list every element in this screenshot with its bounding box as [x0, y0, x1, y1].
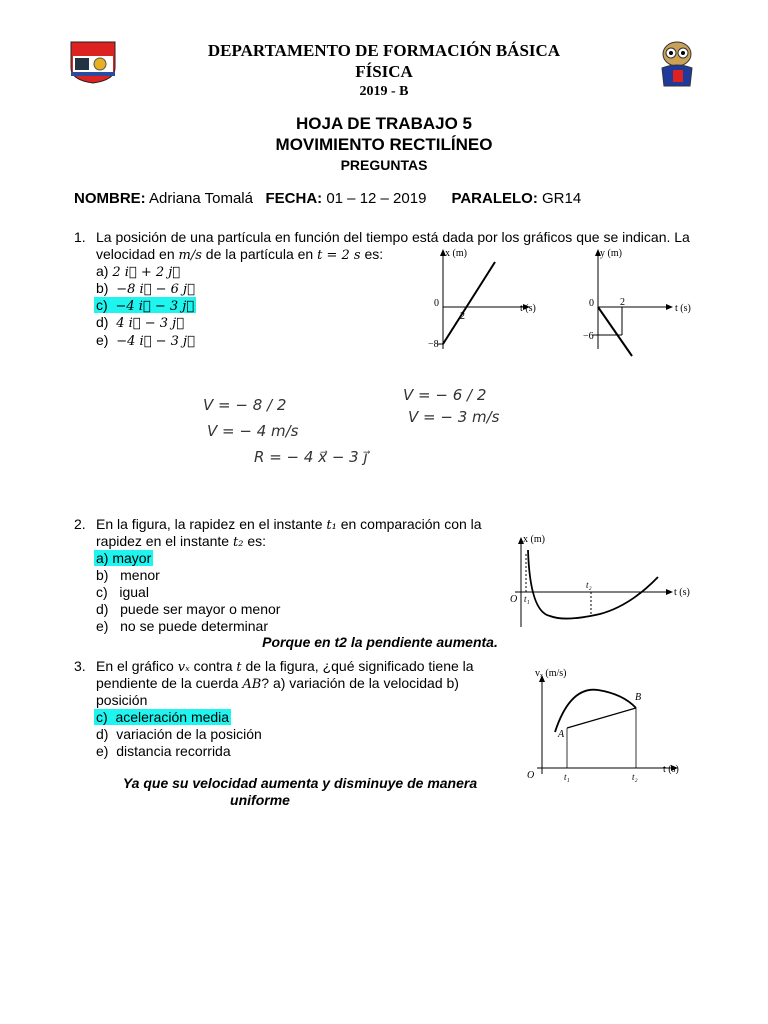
graph1-ylabel: x (m): [445, 248, 467, 259]
q1-line2-b: de la partícula en: [205, 246, 314, 262]
graph1-xlabel: t (s): [520, 303, 536, 314]
x-line: [443, 262, 495, 344]
student-name: Adriana Tomalá: [149, 190, 253, 207]
q3-text-line3: posición: [96, 692, 148, 708]
q1-position-y-graph: [570, 244, 700, 359]
q2-text-line2: rapidez en el instante t₂ es:: [96, 533, 266, 550]
q1-option-a: a) 2 i⃗ + 2 j⃗: [96, 263, 181, 280]
q3-point-b: B: [635, 692, 642, 703]
date-value: 01 – 12 – 2019: [326, 190, 427, 207]
y-line: [598, 307, 632, 356]
q2-option-c: c) igual: [96, 584, 149, 600]
graph2-tick-t: 2: [620, 297, 625, 308]
q3-option-e: e) distancia recorrida: [96, 743, 231, 759]
q1-option-c-selected: c) −4 i⃗ − 3 j⃗: [96, 297, 195, 314]
work-left-line1: V = − 8 / 2: [203, 396, 287, 414]
graph1-tick-y: −8: [428, 339, 439, 350]
group-value: GR14: [542, 190, 582, 207]
q2-graph-xlabel: t (s): [674, 587, 690, 598]
chord-ab: [567, 708, 636, 728]
department-heading: DEPARTAMENTO DE FORMACIÓN BÁSICA: [207, 41, 561, 60]
date-label: FECHA:: [265, 190, 323, 207]
section-title: PREGUNTAS: [340, 157, 428, 173]
q3-option-c-selected: c) aceleración media: [96, 709, 230, 725]
q1-unit: m/s: [178, 248, 202, 263]
student-info: [74, 191, 581, 207]
q1-line2-a: velocidad en: [96, 246, 175, 262]
q3-text-line2: pendiente de la cuerda AB? a) variación de la velocidad b): [96, 675, 459, 692]
q3-answer-note-line1: Ya que su velocidad aumenta y disminuye de manera: [122, 775, 478, 791]
graph2-ylabel: y (m): [600, 248, 622, 259]
q3-text-line1: En el gráfico vₓ contra t de la figura, ¿qué significado tiene la: [96, 658, 474, 675]
subject-heading: FÍSICA: [355, 62, 413, 81]
work-right-line1: V = − 6 / 2: [403, 386, 487, 404]
q3-point-a: A: [558, 729, 565, 740]
group-label: PARALELO:: [451, 190, 538, 207]
q1-line2-c: es:: [364, 246, 384, 262]
term-heading: 2019 - B: [359, 84, 409, 99]
graph2-tick-y: −6: [583, 331, 594, 342]
vx-curve: [555, 690, 636, 732]
q3-graph-origin: O: [527, 770, 535, 781]
q2-answer-note: Porque en t2 la pendiente aumenta.: [262, 634, 498, 650]
q1-option-b: b) −8 i⃗ − 6 j⃗: [96, 280, 195, 297]
q2-option-d: d) puede ser mayor o menor: [96, 601, 281, 617]
q1-option-d: d) 4 i⃗ − 3 j⃗: [96, 314, 184, 331]
q2-graph-t2: t₂: [586, 580, 592, 590]
q1-position-x-graph: [415, 244, 545, 354]
worksheet-title: HOJA DE TRABAJO 5: [295, 114, 472, 133]
work-right-line2: V = − 3 m/s: [408, 408, 500, 426]
q3-graph-t2: t₂: [632, 772, 638, 782]
q3-velocity-graph: [515, 666, 695, 786]
graph2-xlabel: t (s): [675, 303, 691, 314]
x-curve: [528, 550, 658, 619]
name-label: NOMBRE:: [74, 190, 146, 207]
q3-graph-t1: t₁: [564, 772, 570, 782]
q3-graph-ylabel: vₓ (m/s): [535, 668, 567, 679]
q1-option-e: e) −4 i⃗ − 3 j⃗: [96, 332, 195, 349]
q3-answer-note-line2: uniforme: [230, 792, 290, 808]
q1-number: 1.: [74, 229, 86, 245]
q2-position-graph: [490, 532, 690, 632]
graph2-origin: 0: [589, 298, 594, 309]
q2-option-b: b) menor: [96, 567, 160, 583]
work-left-line2: V = − 4 m/s: [207, 422, 299, 440]
q3-number: 3.: [74, 658, 86, 674]
q1-time: t = 2 s: [317, 248, 361, 263]
graph1-origin: 0: [434, 298, 439, 309]
work-left-line3: R = − 4 x⃗ − 3 j⃗: [254, 448, 368, 466]
graph1-tick-t: 2: [460, 311, 465, 322]
q2-option-e: e) no se puede determinar: [96, 618, 268, 634]
q3-option-d: d) variación de la posición: [96, 726, 262, 742]
q2-graph-t1: t₁: [524, 594, 530, 604]
q2-option-a-selected: a) mayor: [96, 550, 152, 566]
q1-text-line2: [96, 246, 383, 264]
topic-title: MOVIMIENTO RECTILÍNEO: [275, 135, 493, 154]
q2-number: 2.: [74, 516, 86, 532]
q2-graph-origin: O: [510, 594, 518, 605]
q2-text-line1: En la figura, la rapidez en el instante t₁ en comparación con la: [96, 516, 482, 533]
q1-text-line1: La posición de una partícula en función del tiempo está dada por los gráficos que se indican. La: [96, 229, 690, 245]
q3-graph-xlabel: t (s): [663, 764, 679, 775]
q2-graph-ylabel: x (m): [523, 534, 545, 545]
